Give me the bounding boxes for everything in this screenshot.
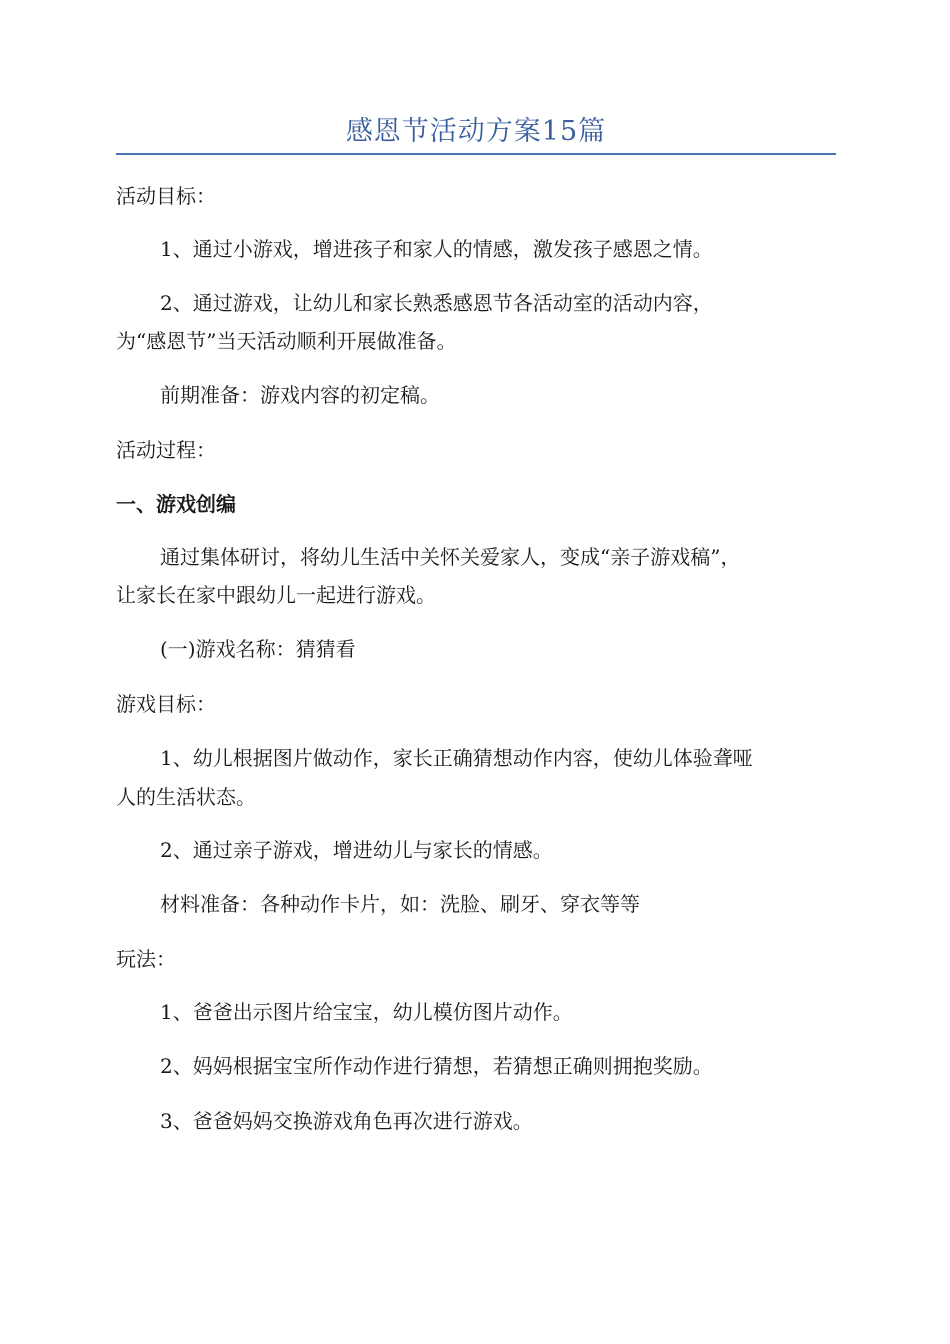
paragraph-line: 让家长在家中跟幼儿一起进行游戏。 bbox=[116, 583, 436, 607]
title-underline bbox=[116, 153, 836, 155]
paragraph-line: 2、通过游戏，让幼儿和家长熟悉感恩节各活动室的活动内容， bbox=[160, 291, 713, 315]
paragraph-line: 2、通过亲子游戏，增进幼儿与家长的情感。 bbox=[160, 838, 553, 862]
paragraph-line: 1、幼儿根据图片做动作，家长正确猜想动作内容，使幼儿体验聋哑 bbox=[160, 746, 753, 770]
paragraph-line: 游戏目标： bbox=[116, 692, 216, 716]
paragraph-line: 材料准备：各种动作卡片，如：洗脸、刷牙、穿衣等等 bbox=[160, 892, 640, 916]
section-heading: 一、游戏创编 bbox=[116, 492, 236, 516]
paragraph-line: 活动过程： bbox=[116, 438, 216, 462]
paragraph-line: 1、通过小游戏，增进孩子和家人的情感，激发孩子感恩之情。 bbox=[160, 237, 713, 261]
paragraph-line: 通过集体研讨，将幼儿生活中关怀关爱家人，变成“亲子游戏稿”， bbox=[160, 545, 741, 569]
paragraph-line: 前期准备：游戏内容的初定稿。 bbox=[160, 383, 440, 407]
paragraph-line: 2、妈妈根据宝宝所作动作进行猜想，若猜想正确则拥抱奖励。 bbox=[160, 1054, 713, 1078]
paragraph-line: 活动目标： bbox=[116, 184, 216, 208]
document-title: 感恩节活动方案15篇 bbox=[345, 116, 607, 147]
paragraph-line: 1、爸爸出示图片给宝宝，幼儿模仿图片动作。 bbox=[160, 1000, 573, 1024]
paragraph-line: 为“感恩节”当天活动顺利开展做准备。 bbox=[116, 329, 457, 353]
paragraph-line: 人的生活状态。 bbox=[116, 785, 256, 809]
paragraph-line: 玩法： bbox=[116, 947, 176, 971]
paragraph-line: (一)游戏名称：猜猜看 bbox=[160, 637, 356, 661]
paragraph-line: 3、爸爸妈妈交换游戏角色再次进行游戏。 bbox=[160, 1109, 533, 1133]
